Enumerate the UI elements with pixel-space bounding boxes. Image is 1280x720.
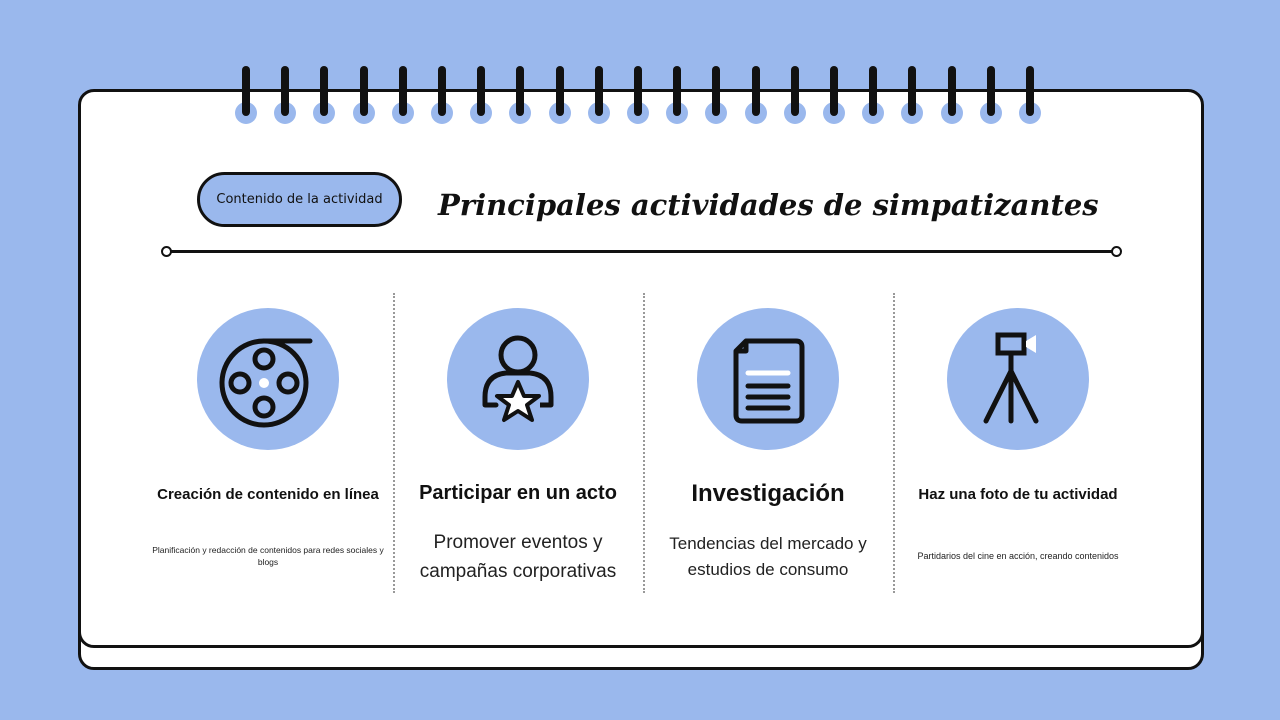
binding-ring xyxy=(392,66,414,126)
binding-ring xyxy=(666,66,688,126)
binding-ring xyxy=(823,66,845,126)
binding-ring xyxy=(313,66,335,126)
binding-ring xyxy=(745,66,767,126)
binding-ring xyxy=(431,66,453,126)
title-divider-line xyxy=(166,250,1116,253)
activity-title: Creación de contenido en línea xyxy=(157,486,379,503)
activity-title: Investigación xyxy=(691,480,845,507)
icon-circle xyxy=(447,308,589,450)
binding-ring xyxy=(509,66,531,126)
binding-ring xyxy=(980,66,1002,126)
divider-dot-left xyxy=(161,246,172,257)
activity-card-online-content xyxy=(143,300,393,600)
page-title: Principales actividades de simpatizantes xyxy=(438,188,1099,222)
binding-ring xyxy=(784,66,806,126)
activity-card-photo xyxy=(893,300,1143,600)
binding-ring xyxy=(235,66,257,126)
binding-ring xyxy=(353,66,375,126)
activity-title: Participar en un acto xyxy=(419,482,617,504)
binding-ring xyxy=(627,66,649,126)
binding-ring xyxy=(901,66,923,126)
divider-dot-right xyxy=(1111,246,1122,257)
binding-ring xyxy=(470,66,492,126)
binding-ring xyxy=(588,66,610,126)
tripod-camera-icon xyxy=(968,329,1068,429)
binding-ring xyxy=(705,66,727,126)
icon-circle xyxy=(197,308,339,450)
activity-card-event xyxy=(393,300,643,600)
binding-ring xyxy=(274,66,296,126)
icon-circle xyxy=(947,308,1089,450)
film-reel-icon xyxy=(218,329,318,429)
document-icon xyxy=(718,329,818,429)
activity-card-research xyxy=(643,300,893,600)
person-star-icon xyxy=(468,329,568,429)
binding-ring xyxy=(941,66,963,126)
badge-label: Contenido de la actividad xyxy=(216,192,383,207)
activity-description: Planificación y redacción de contenidos para redes sociales y blogs xyxy=(152,545,384,567)
binding-ring xyxy=(1019,66,1041,126)
activity-description: Partidarios del cine en acción, creando contenidos xyxy=(917,551,1119,561)
icon-circle xyxy=(697,308,839,450)
activity-description: Tendencias del mercado y estudios de consumo xyxy=(669,534,867,579)
binding-ring xyxy=(862,66,884,126)
activity-content-badge xyxy=(197,172,402,227)
activity-title: Haz una foto de tu actividad xyxy=(918,486,1118,503)
activity-description: Promover eventos y campañas corporativas xyxy=(419,532,617,582)
binding-ring xyxy=(549,66,571,126)
